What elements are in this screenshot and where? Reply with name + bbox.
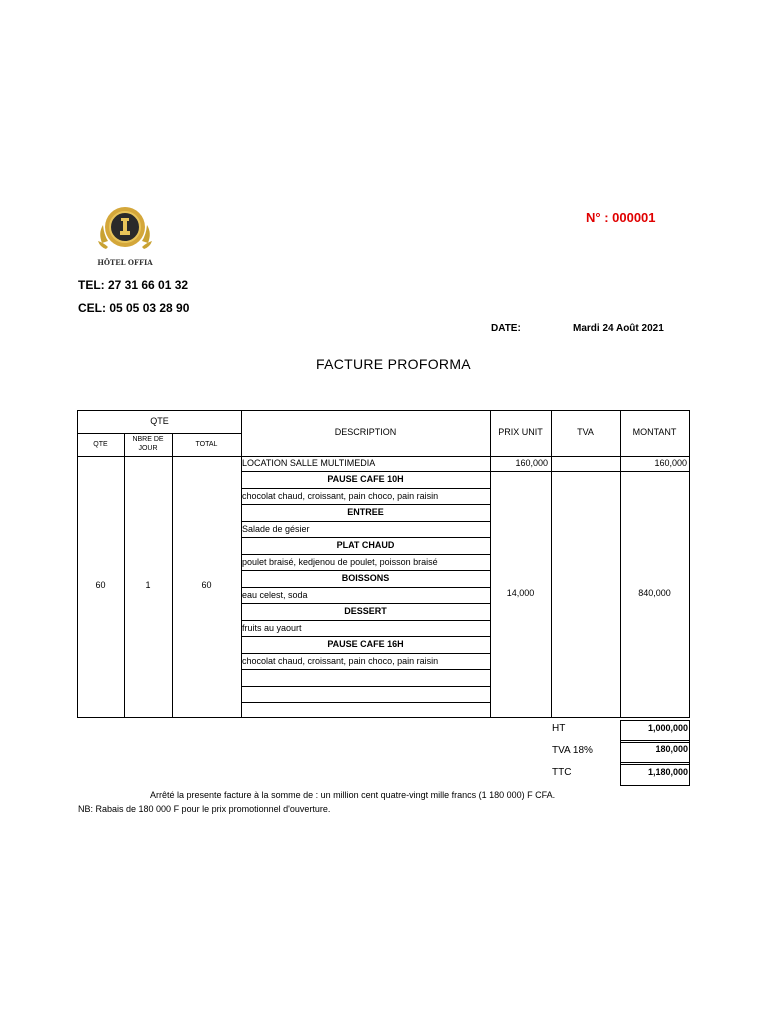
- desc-line: PAUSE CAFE 10H: [327, 474, 404, 484]
- header-nbre-de-jour-1: NBRE DE: [132, 436, 164, 443]
- ttc-value: 1,180,000: [647, 767, 688, 777]
- tva-label: TVA 18%: [552, 745, 593, 756]
- header-qte-group: QTE: [150, 416, 169, 426]
- desc-line: PAUSE CAFE 16H: [327, 639, 404, 649]
- group-montant: 840,000: [638, 588, 671, 598]
- amount-in-words: Arrêté la presente facture à la somme de : un million cent quatre-vingt mille francs (1 180 000) F CFA.: [150, 790, 556, 800]
- header-total: TOTAL: [195, 441, 218, 448]
- header-montant: MONTANT: [632, 427, 677, 437]
- ht-label: HT: [552, 723, 566, 734]
- group-prix-unit: 14,000: [506, 588, 535, 598]
- group-qte: 60: [95, 580, 106, 590]
- desc-line: BOISSONS: [341, 573, 390, 583]
- tva-value: 180,000: [655, 744, 688, 754]
- date-value: Mardi 24 Août 2021: [573, 323, 664, 334]
- ht-value: 1,000,000: [647, 723, 688, 733]
- telephone: TEL: 27 31 66 01 32: [78, 278, 189, 292]
- group-total: 60: [201, 580, 212, 590]
- desc-line: Salade de gésier: [242, 524, 310, 534]
- header-prix-unit: PRIX UNIT: [498, 427, 543, 437]
- desc-line: DESSERT: [344, 606, 387, 616]
- cellphone: CEL: 05 05 03 28 90: [78, 301, 190, 315]
- desc-line: PLAT CHAUD: [336, 540, 395, 550]
- row1-prix-unit: 160,000: [515, 458, 548, 468]
- group-nbre-de-jour: 1: [145, 580, 151, 590]
- discount-note: NB: Rabais de 180 000 F pour le prix promotionnel d'ouverture.: [78, 804, 331, 814]
- logo-text: HÔTEL OFFIA: [97, 258, 153, 267]
- desc-line: ENTREE: [347, 507, 384, 517]
- desc-line: eau celest, soda: [242, 590, 308, 600]
- desc-line: fruits au yaourt: [242, 623, 302, 633]
- desc-line: chocolat chaud, croissant, pain choco, pain raisin: [242, 656, 439, 666]
- document-title: FACTURE PROFORMA: [316, 356, 471, 372]
- hotel-logo: [94, 203, 156, 269]
- desc-line: poulet braisé, kedjenou de poulet, poisson braisé: [242, 557, 438, 567]
- row1-montant: 160,000: [654, 458, 687, 468]
- date-label: DATE:: [491, 323, 521, 334]
- header-qte: QTE: [93, 441, 108, 448]
- desc-line: chocolat chaud, croissant, pain choco, pain raisin: [242, 491, 439, 501]
- ttc-label: TTC: [552, 767, 572, 778]
- header-nbre-de-jour-2: JOUR: [138, 445, 158, 452]
- header-description: DESCRIPTION: [334, 427, 397, 437]
- header-tva: TVA: [577, 427, 594, 437]
- invoice-number: N° : 000001: [586, 210, 656, 225]
- row1-description: LOCATION SALLE MULTIMEDIA: [242, 458, 376, 468]
